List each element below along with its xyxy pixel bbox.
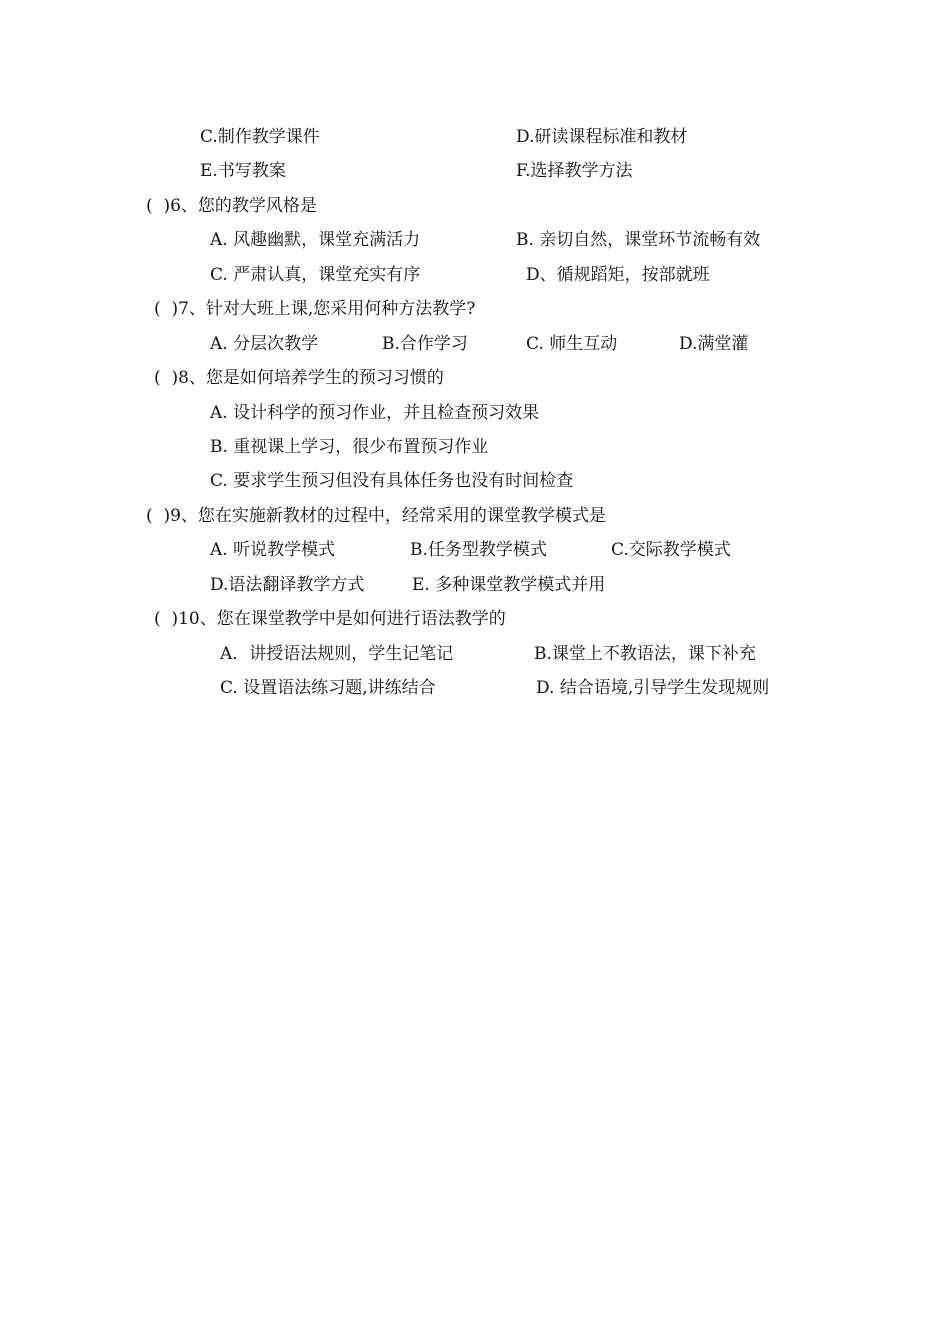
q6-option-d: D、循规蹈矩，按部就班 (526, 265, 710, 285)
q8-option-a: A. 设计科学的预习作业，并且检查预习效果 (210, 403, 540, 423)
q8-option-b: B. 重视课上学习，很少布置预习作业 (210, 437, 489, 457)
q9-option-d: D.语法翻译教学方式 (210, 575, 365, 595)
q9-option-c: C.交际教学模式 (611, 540, 731, 560)
q9-option-b: B.任务型教学模式 (410, 540, 547, 560)
q7-question: ( )7、针对大班上课,您采用何种方法教学? (154, 299, 476, 319)
q5-option-d: D.研读课程标准和教材 (516, 127, 688, 147)
q6-option-c: C. 严肃认真，课堂充实有序 (210, 265, 421, 285)
q5-option-f: F.选择教学方法 (516, 161, 633, 181)
q9-option-a: A. 听说教学模式 (210, 540, 336, 560)
q9-question: ( )9、您在实施新教材的过程中，经常采用的课堂教学模式是 (146, 506, 606, 526)
q10-option-b: B.课堂上不教语法，课下补充 (534, 644, 756, 664)
q7-option-a: A. 分层次教学 (210, 334, 319, 354)
q9-option-e: E. 多种课堂教学模式并用 (412, 575, 606, 595)
q8-option-c: C. 要求学生预习但没有具体任务也没有时间检查 (210, 471, 574, 491)
q7-option-b: B.合作学习 (382, 334, 468, 354)
q10-option-d: D. 结合语境,引导学生发现规则 (536, 678, 770, 698)
q7-option-c: C. 师生互动 (526, 334, 618, 354)
q5-option-c: C.制作教学课件 (200, 127, 320, 147)
q10-option-c: C. 设置语法练习题,讲练结合 (220, 678, 436, 698)
q6-question: ( )6、您的教学风格是 (146, 196, 317, 216)
q10-option-a: A．讲授语法规则，学生记笔记 (220, 644, 454, 664)
q5-option-e: E.书写教案 (200, 161, 286, 181)
q6-option-b: B. 亲切自然，课堂环节流畅有效 (516, 230, 761, 250)
q8-question: ( )8、您是如何培养学生的预习习惯的 (154, 368, 444, 388)
q7-option-d: D.满堂灌 (679, 334, 749, 354)
q10-question: ( )10、您在课堂教学中是如何进行语法教学的 (154, 609, 506, 629)
q6-option-a: A. 风趣幽默，课堂充满活力 (210, 230, 421, 250)
